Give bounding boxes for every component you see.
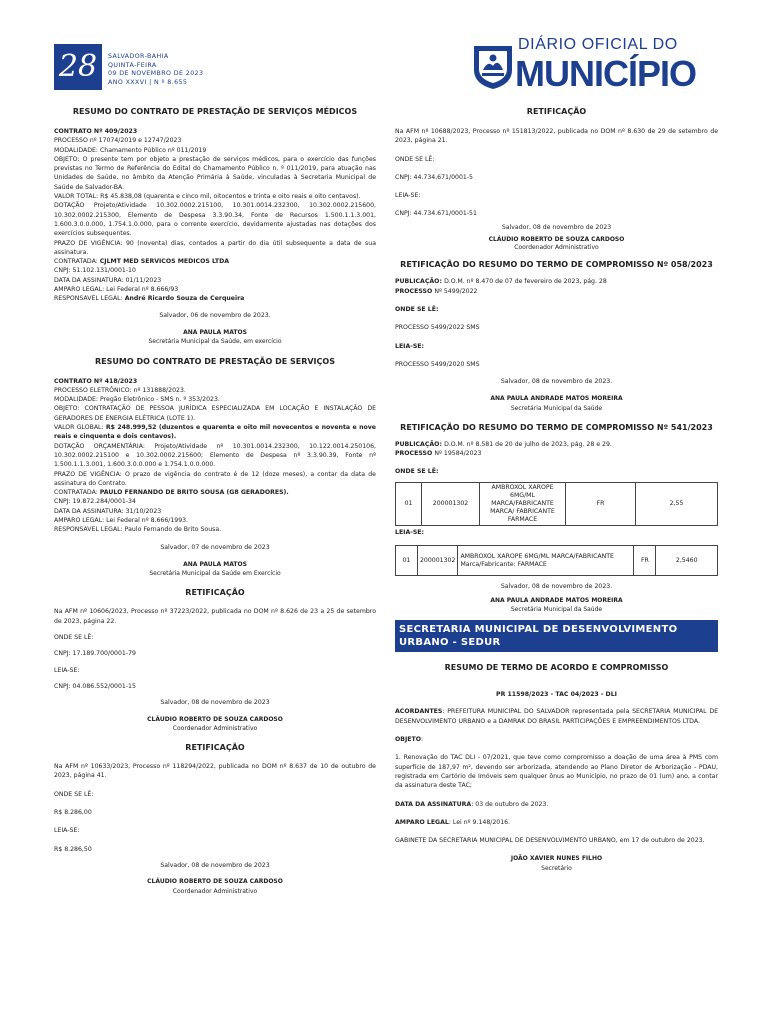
cnpj-line: CNPJ: 51.102.131/0001-10 xyxy=(54,267,136,275)
term-line: PRAZO DE VIGÊNCIA: O prazo de vigência do contrato é de 12 (doze meses), a contar da data de assinatura do Contrato. xyxy=(54,470,376,487)
signature-date-line: DATA DA ASSINATURA: 31/10/2023 xyxy=(54,507,162,515)
legal-basis-line: AMPARO LEGAL: Lei Federal nº 8.666/1993. xyxy=(54,516,189,524)
signer-name: CLÁUDIO ROBERTO DE SOUZA CARDOSO xyxy=(488,236,625,244)
page-header xyxy=(0,0,770,100)
legal-basis-value: : Lei nº 9.148/2016. xyxy=(448,818,511,826)
process-reference: PR 11598/2023 - TAC 04/2023 - DLI xyxy=(496,691,617,699)
publication-value: D.O.M. nº 8.470 de 07 de fevereiro de 2023, pág. 28 xyxy=(444,278,607,286)
where-reads-value: CNPJ: 44.734.671/0001-5 xyxy=(395,173,473,181)
signer-name: ANA PAULA ANDRADE MATOS MOREIRA xyxy=(490,596,623,604)
modality-line: MODALIDADE: Chamamento Público nº 011/2019 xyxy=(54,146,207,154)
read-as-value: CNPJ: 44.734.671/0001-51 xyxy=(395,210,477,218)
left-column xyxy=(54,106,376,896)
signer-name: ANA PAULA MATOS xyxy=(183,328,247,336)
process-line: PROCESSO nº 17074/2019 e 12747/2023 xyxy=(54,137,182,145)
section-term-058 xyxy=(395,259,718,413)
where-reads-value: CNPJ: 17.189.700/0001-79 xyxy=(54,650,136,658)
value-line: VALOR TOTAL: R$ 45.838,08 (quarenta e cinco mil, oitocentos e trinta e oito reais e oito centavos). xyxy=(54,193,361,201)
table-cell-description: AMBROXOL XAROPE 6MG/ML MARCA/FABRICANTE MARCA/ FABRICANTE FARMACE xyxy=(480,482,566,525)
read-as-label: LEIA-SE: xyxy=(395,528,424,536)
section-title: RETIFICAÇÃO xyxy=(185,588,245,598)
table-row xyxy=(396,546,718,576)
process-label: PROCESSO xyxy=(395,287,435,295)
parties-text: : PREFEITURA MUNICIPAL DO SALVADOR representada pela SECRETARIA MUNICIPAL DE DESENVOLVIMENTO URBANO e a DAMRAK DO BRASIL PARTICIPAÇÕES E EMPREENDIMENTOS LTDA. xyxy=(395,708,718,725)
read-as-value: PROCESSO 5499/2020 SMS xyxy=(395,360,480,368)
contractor-label: CONTRATADA: xyxy=(54,258,100,266)
publication-value: D.O.M. nº 8.581 de 20 de julho de 2023, pág. 28 e 29. xyxy=(444,441,612,449)
signature-date-value: : 03 de outubro de 2023. xyxy=(471,800,549,808)
term-line: PRAZO DE VIGÊNCIA: 90 (noventa) dias, contados a partir do dia útil subsequente a data de sua assinatura. xyxy=(54,239,376,256)
section-rectification-3 xyxy=(395,106,718,251)
table-cell-unit: FR xyxy=(566,482,636,525)
rectification-text: Na AFM nº 10688/2023, Processo nº 151813/2022, publicada no DOM nº 8.630 de 29 de setembro de 2023, página 21. xyxy=(395,128,718,145)
signer-name: ANA PAULA ANDRADE MATOS MOREIRA xyxy=(490,395,623,403)
signer-role: Secretária Municipal da Saúde em Exercício xyxy=(149,570,281,578)
table-cell-price: 2,5460 xyxy=(656,546,718,576)
process-label: PROCESSO xyxy=(395,450,435,458)
cnpj-line: CNPJ: 19.872.284/0001-34 xyxy=(54,498,136,506)
section-contract-409 xyxy=(54,106,376,347)
responsible-line xyxy=(54,294,376,303)
allocation-line: DOTAÇÃO ORÇAMENTÁRIA: Projeto/Atividade nº 10.301.0014.232300, 10.122.0014.250106, 10.302.0002.215100 e 10.302.0002.215600; Elemento de Despesa nº 3.3.90.39, Fonte nº 1.500.1.1.3.001, 1.600.3.0.0.000 e 1.754.1.0.0.000. xyxy=(54,442,376,469)
section-title: RETIFICAÇÃO xyxy=(526,107,587,116)
signer-role: Coordenador Administrativo xyxy=(172,724,258,732)
signature-date-line xyxy=(395,800,718,809)
place-date: Salvador, 08 de novembro de 2023. xyxy=(500,583,613,591)
edition-number: ANO XXXVI | N º 8.655 xyxy=(108,78,188,86)
signer-role: Secretária Municipal da Saúde xyxy=(510,404,603,412)
table-cell-code: 200001302 xyxy=(422,482,480,525)
value-label: VALOR GLOBAL: xyxy=(54,424,106,432)
section-title: RESUMO DE TERMO DE ACORDO E COMPROMISSO xyxy=(444,663,669,673)
table-cell-unit: FR xyxy=(634,546,656,576)
publication-line xyxy=(395,440,718,449)
modality-line: MODALIDADE: Pregão Eletrônico - SMS n. º 353/2023. xyxy=(54,396,220,404)
place-date: Salvador, 08 de novembro de 2023. xyxy=(500,378,613,386)
where-reads-label: ONDE SE LÊ: xyxy=(395,305,439,313)
signer-name: CLÁUDIO ROBERTO DE SOUZA CARDOSO xyxy=(147,878,283,886)
where-reads-label: ONDE SE LÊ: xyxy=(54,634,94,642)
legal-basis-line xyxy=(395,818,718,827)
signature-date-line: DATA DA ASSINATURA: 01/11/2023 xyxy=(54,276,162,284)
object-line: OBJETO: O presente tem por objeto a prestação de serviços médicos, para o exercício das funções previstas no Termo de Referência do Edital do Chamamento Público n. º 011/2019, para atuação nas Unidades de Saúde, no âmbito da Atenção Primária à Saúde, vinculadas à Secretaria Municipal de Saúde de Salvador-BA. xyxy=(54,155,376,191)
signer-role: Coordenador Administrativo xyxy=(172,887,258,895)
place-date: Salvador, 08 de novembro de 2023 xyxy=(501,223,612,231)
contractor-name: PAULO FERNANDO DE BRITO SOUSA (G8 GERADORES). xyxy=(99,489,289,497)
legal-basis-line: AMPARO LEGAL: Lei Federal nº 8.666/93 xyxy=(54,286,179,294)
responsible-name: André Ricardo Souza de Cerqueira xyxy=(124,295,245,303)
signer-name: ANA PAULA MATOS xyxy=(183,560,247,568)
edition-info xyxy=(108,53,203,87)
responsible-label: RESPONSAVEL LEGAL: xyxy=(54,295,125,303)
allocation-line: DOTAÇÃO Projeto/Atividade 10.302.0002.215100, 10.301.0014.232300, 10.302.0002.215600, 10.302.0002.215300, Elemento de Despesa 3.3.90.34, Fonte de Recursos 1.500.1.1.3.001, 1.600.3.0.0.000, 1.754.1.0.000, para o corrente exercício, devidamente ajustadas nas dotações dos exercícios subsequentes. xyxy=(54,202,376,238)
read-as-label: LEIA-SE: xyxy=(395,342,424,350)
signer-name: CLÁUDIO ROBERTO DE SOUZA CARDOSO xyxy=(147,715,283,723)
place-date: Salvador, 06 de novembro de 2023. xyxy=(159,311,271,319)
item-table-original xyxy=(395,482,718,526)
process-line: PROCESSO ELETRÔNICO: nº 131888/2023. xyxy=(54,386,186,394)
section-contract-418 xyxy=(54,356,376,579)
city-crest-icon xyxy=(470,42,516,90)
read-as-label: LEIA-SE: xyxy=(54,666,80,674)
contract-number: CONTRATO Nº 409/2023 xyxy=(54,128,138,135)
where-reads-label: ONDE SE LÊ: xyxy=(395,467,439,475)
table-cell-description: AMBROXOL XAROPE 6MG/ML MARCA/FABRICANTE Marca/Fabricante: FARMACE xyxy=(458,546,634,576)
object-line: OBJETO: CONTRATAÇÃO DE PESSOA JURÍDICA ESPECIALIZADA EM LOCAÇÃO E INSTALAÇÃO DE GERADORES DE ENERGIA ELÉTRICA (LOTE 1). xyxy=(54,405,376,422)
section-title: RESUMO DO CONTRATO DE PRESTAÇÃO DE SERVIÇOS xyxy=(95,356,335,366)
signer-name: JOÃO XAVIER NUNES FILHO xyxy=(510,855,603,863)
rectification-text: Na AFM nº 10606/2023, Processo nº 37223/2022, publicada no DOM nº 8.626 de 23 a 25 de setembro de 2023, página 22. xyxy=(54,608,376,625)
process-value: Nº 19584/2023 xyxy=(434,450,482,458)
section-rectification-1 xyxy=(54,587,376,733)
table-cell-item: 01 xyxy=(396,482,422,525)
read-as-label: LEIA-SE: xyxy=(395,192,421,200)
read-as-label: LEIA-SE: xyxy=(54,827,80,835)
section-term-541 xyxy=(395,422,718,614)
signer-role: Coordenador Administrativo xyxy=(514,244,599,252)
edition-weekday: QUINTA-FEIRA xyxy=(108,61,157,69)
table-cell-code: 200001302 xyxy=(418,546,458,576)
signer-role: Secretária Municipal da Saúde, em exercício xyxy=(148,338,282,346)
table-cell-item: 01 xyxy=(396,546,418,576)
contractor-label: CONTRATADA: xyxy=(54,489,100,497)
section-title: RETIFICAÇÃO DO RESUMO DO TERMO DE COMPROMISSO Nº 058/2023 xyxy=(400,260,713,270)
section-title: RESUMO DO CONTRATO DE PRESTAÇÃO DE SERVIÇOS MÉDICOS xyxy=(72,107,358,116)
publication-label: PUBLICAÇÃO: xyxy=(395,441,445,449)
where-reads-value: R$ 8.286,00 xyxy=(54,809,92,817)
process-value: Nº 5499/2022 xyxy=(434,287,478,295)
table-cell-price: 2,55 xyxy=(636,482,718,525)
place-date: Salvador, 08 de novembro de 2023 xyxy=(160,699,270,707)
object-heading xyxy=(395,735,718,744)
where-reads-value: PROCESSO 5499/2022 SMS xyxy=(395,324,480,332)
cabinet-line: GABINETE DA SECRETARIA MUNICIPAL DE DESENVOLVIMENTO URBANO, em 17 de outubro de 2023. xyxy=(395,837,705,845)
signer-role: Secretária Municipal da Saúde xyxy=(510,605,603,613)
rectification-text: Na AFM nº 10633/2023, Processo nº 118294/2022, publicada no DOM nº 8.637 de 10 de outubro de 2023, página 41. xyxy=(54,763,376,780)
object-text: 1. Renovação do TAC DLI - 07/2021, que teve como compromisso a doação de uma área à PMS com superfície de 187,97 m², devendo ser arborizada, atendendo ao Plano Diretor de Arborização - PDAU, registrada em Cartório de Imóveis sem qualquer ônus ao Município, no prazo de 01 (um) ano, a contar da assinatura deste TAC; xyxy=(395,754,718,790)
table-row xyxy=(396,482,718,525)
publication-label: PUBLICAÇÃO: xyxy=(395,278,445,286)
process-line xyxy=(395,449,718,458)
contractor-line xyxy=(54,488,376,497)
brand-subtitle: DIÁRIO OFICIAL DO xyxy=(518,36,678,53)
where-reads-label: ONDE SE LÊ: xyxy=(54,790,94,798)
responsible-line: RESPONSAVEL LEGAL: Paulo Fernando de Brito Sousa. xyxy=(54,526,222,534)
where-reads-label: ONDE SE LÊ: xyxy=(395,155,435,163)
contract-number: CONTRATO Nº 418/2023 xyxy=(54,377,138,385)
read-as-value: CNPJ: 04.086.552/0001-15 xyxy=(54,682,136,690)
secretariat-banner: SECRETARIA MUNICIPAL DE DESENVOLVIMENTO URBANO - SEDUR xyxy=(395,620,718,652)
right-column xyxy=(395,106,718,873)
parties-label: ACORDANTES xyxy=(395,708,443,716)
object-label: OBJETO xyxy=(395,736,421,744)
section-title: RETIFICAÇÃO DO RESUMO DO TERMO DE COMPROMISSO Nº 541/2023 xyxy=(400,423,713,433)
process-line xyxy=(395,287,718,296)
brand-title: MUNICÍPIO xyxy=(515,53,697,94)
edition-date: 09 DE NOVEMBRO DE 2023 xyxy=(108,70,204,78)
section-rectification-2 xyxy=(54,742,376,896)
signature-date-label: DATA DA ASSINATURA xyxy=(395,800,472,808)
read-as-value: R$ 8.286,50 xyxy=(54,845,92,853)
object-colon: : xyxy=(421,736,424,744)
signer-role: Secretário xyxy=(541,864,572,872)
page-number: 28 xyxy=(54,44,102,90)
section-title: RETIFICAÇÃO xyxy=(185,743,245,753)
edition-city: SALVADOR-BAHIA xyxy=(108,53,169,60)
value-amount: R$ 248.999,52 (duzentos e quarenta e oito mil novecentos e noventa e nove reais e cinquenta e dois centavos). xyxy=(54,424,376,441)
place-date: Salvador, 08 de novembro de 2023 xyxy=(160,861,270,869)
contractor-name: CJLMT MED SERVICOS MEDICOS LTDA xyxy=(99,258,230,266)
parties-line xyxy=(395,707,718,726)
legal-basis-label: AMPARO LEGAL xyxy=(395,818,449,826)
item-table-corrected xyxy=(395,545,718,576)
publication-line xyxy=(395,277,718,286)
section-sedur xyxy=(395,620,718,873)
place-date: Salvador, 07 de novembro de 2023 xyxy=(160,543,270,551)
contractor-line xyxy=(54,257,376,266)
value-line xyxy=(54,423,376,442)
